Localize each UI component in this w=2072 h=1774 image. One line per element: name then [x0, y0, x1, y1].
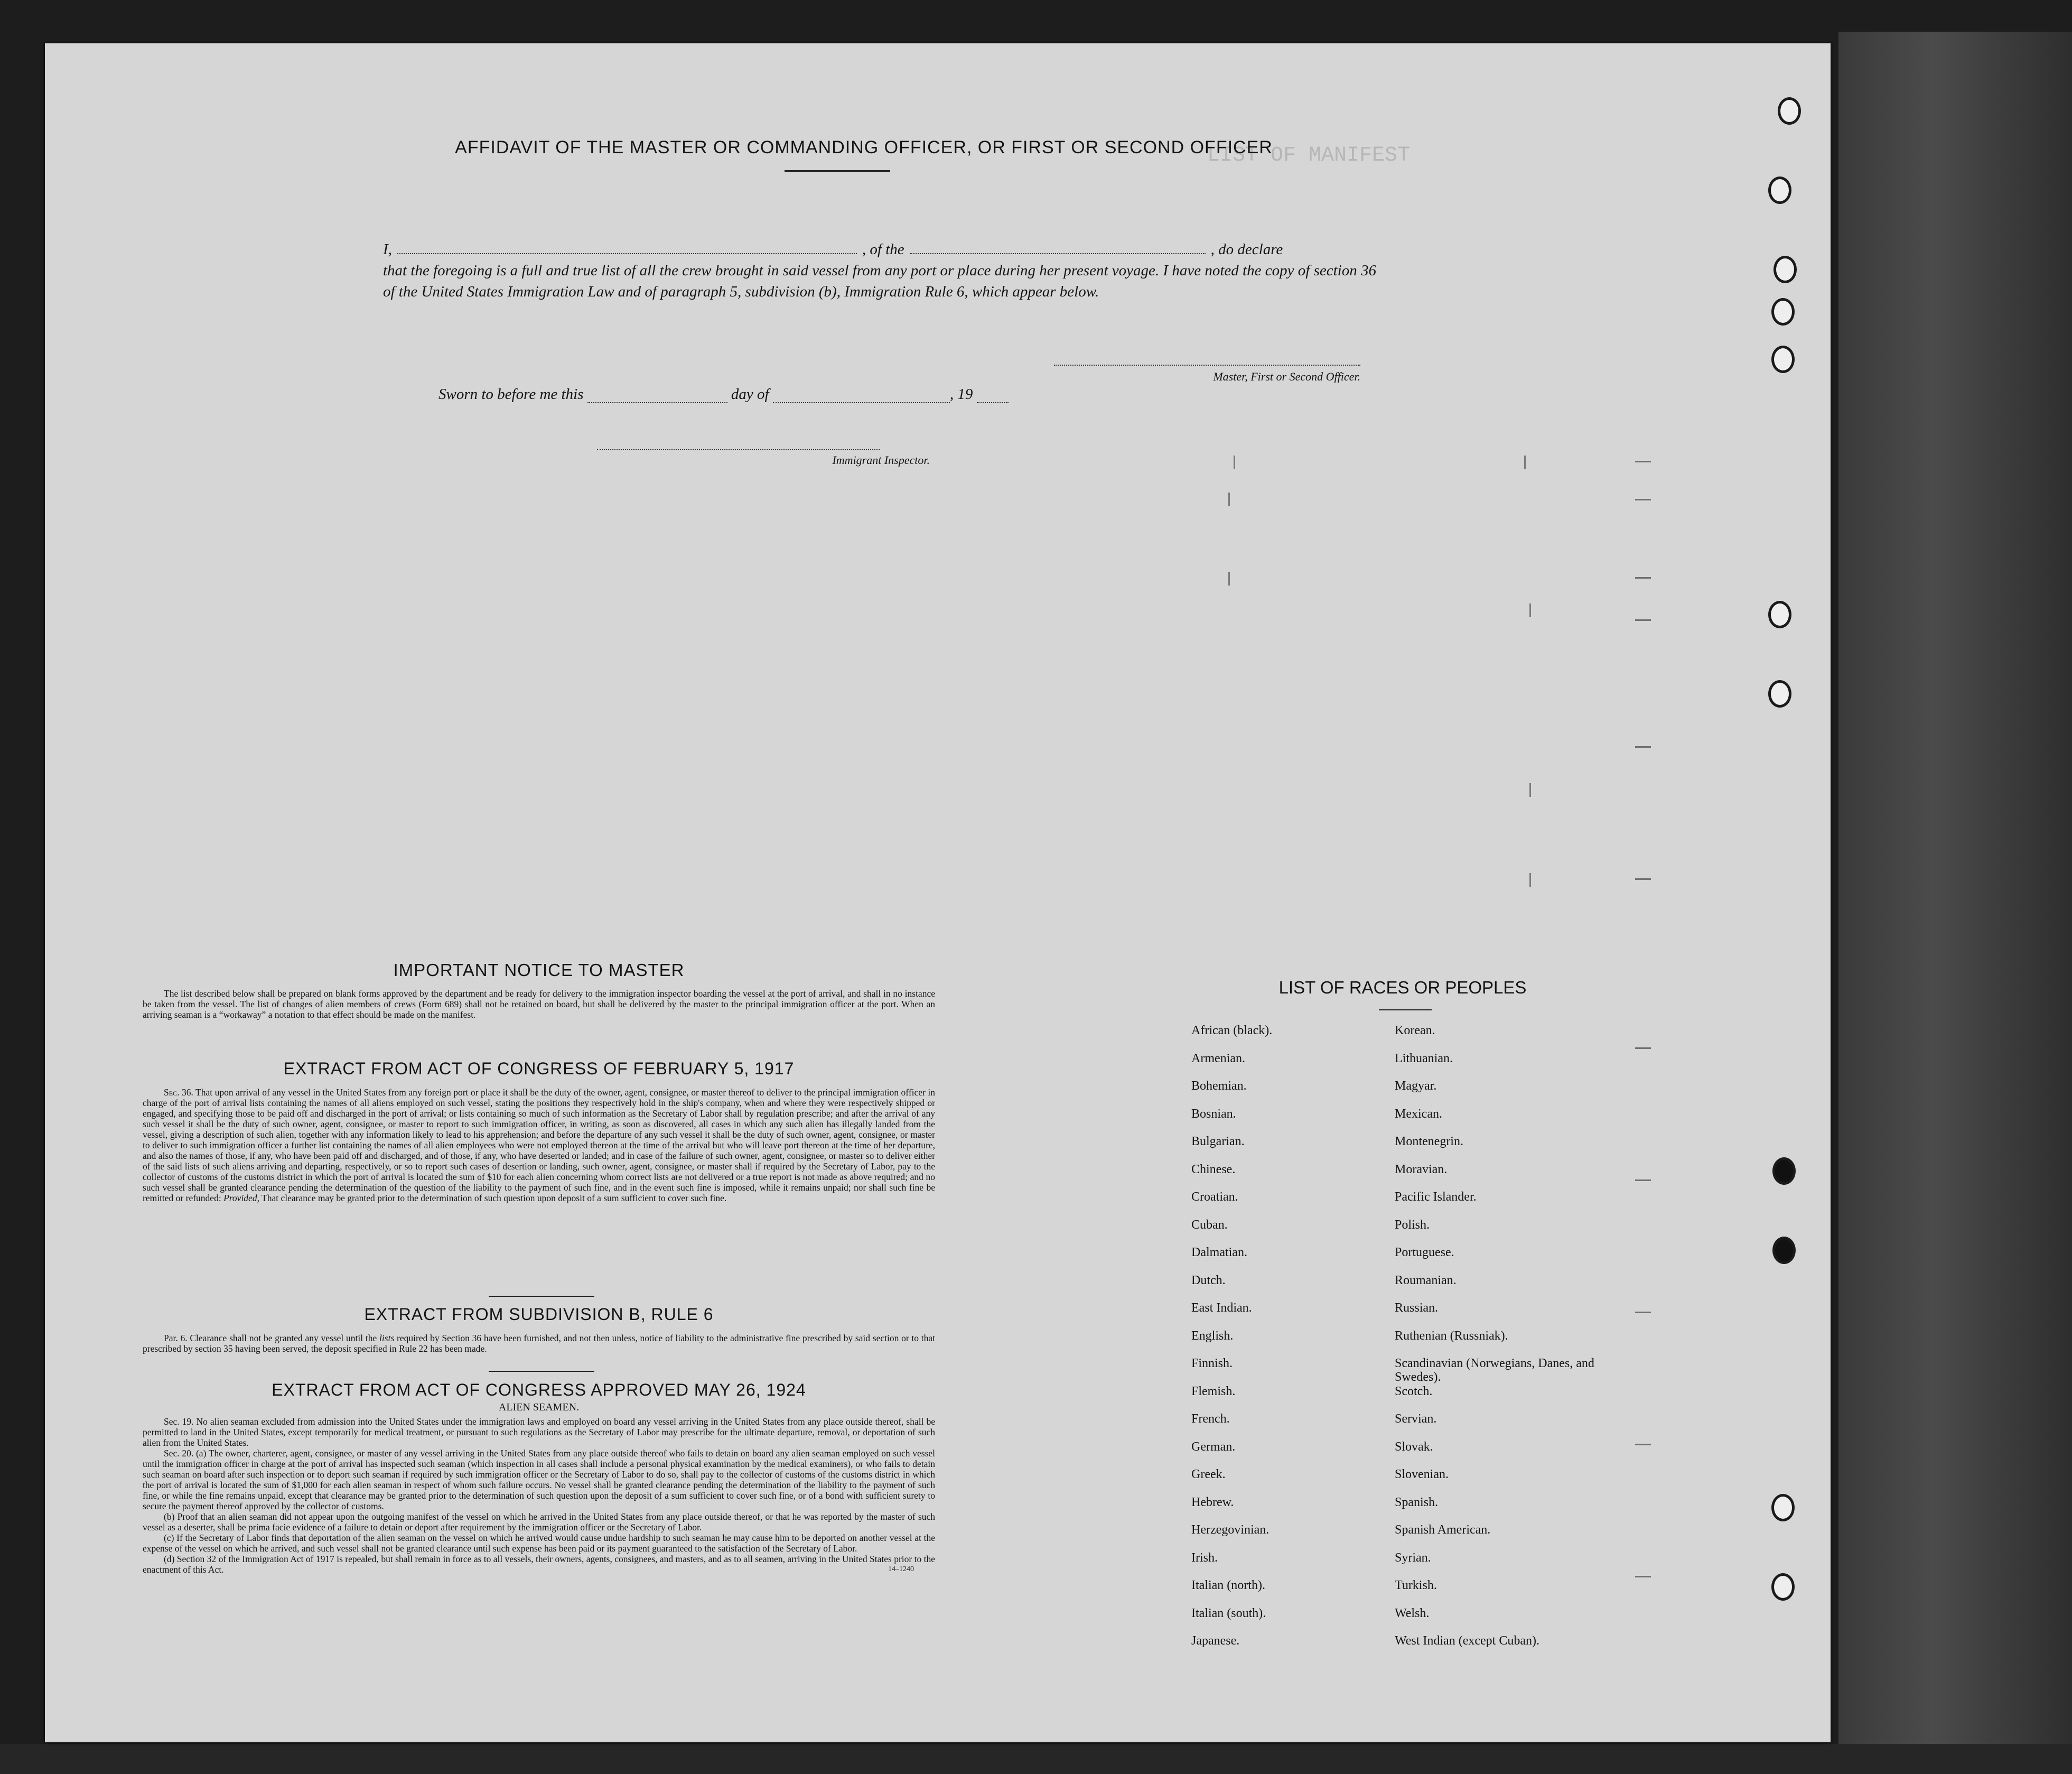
bleed-through-mark	[1635, 461, 1651, 462]
race-item: Ruthenian (Russniak).	[1395, 1329, 1508, 1343]
bleed-through-text: LIST OF MANIFEST	[1207, 144, 1411, 168]
officer-signature-field[interactable]	[1054, 351, 1360, 366]
race-item: Herzegovinian.	[1191, 1523, 1270, 1537]
affidavit-statement: that the foregoing is a full and true list of all the crew brought in said vessel from any port or place during her present voyage. I have noted the copy of section 36 of the United States Immigration Law and of paragraph 5, subdivision (b), Immigration Rule 6, which appear below.	[383, 262, 1376, 300]
officer-signature-caption: Master, First or Second Officer.	[1213, 370, 1360, 383]
section-divider	[489, 1371, 594, 1372]
act-1924-sec20	[143, 1448, 935, 1511]
race-item: Syrian.	[1395, 1550, 1431, 1565]
race-item: Italian (south).	[1191, 1606, 1266, 1620]
sworn-line	[438, 386, 1009, 403]
rule6-block	[143, 1333, 935, 1354]
race-item: German.	[1191, 1439, 1236, 1454]
affidavit-title: AFFIDAVIT OF THE MASTER OR COMMANDING OFFICER, OR FIRST OR SECOND OFFICER	[455, 137, 1273, 157]
rule6-text-b: required by Section 36 have been furnished, and not then unless, notice of liability to the administrative fine prescribed by said section or to that prescribed by section 35 having been served, the deposit specified in Rule 22 has been made.	[143, 1333, 936, 1354]
bleed-through-mark	[1228, 493, 1230, 506]
act-1917-text	[143, 1087, 935, 1203]
race-item: Moravian.	[1395, 1162, 1448, 1176]
binder-hole-icon	[1768, 601, 1791, 628]
act-1917-proviso-label: Provided,	[223, 1193, 259, 1203]
race-item: Flemish.	[1191, 1384, 1236, 1398]
sworn-day-field[interactable]	[587, 388, 727, 403]
bleed-through-mark	[1529, 873, 1531, 887]
races-divider	[1379, 1009, 1432, 1010]
race-item: Russian.	[1395, 1301, 1439, 1315]
race-item: English.	[1191, 1329, 1234, 1343]
affidavit-body	[383, 239, 1376, 302]
bleed-through-mark	[1635, 1047, 1651, 1049]
act-1924-sec20-c: (c) If the Secretary of Labor finds that deportation of the alien seaman on the vessel on which he arrived would cause undue hardship to such seaman he may cause him to be deported on another vessel at the expense of the vessel on which he arrived, and such vessel shall not be granted clearance until such expense has been paid or its payment guaranteed to the satisfaction of the Secretary of Labor.	[143, 1532, 935, 1554]
sec20-text: (a) The owner, charterer, agent, consignee, or master of any vessel arriving in the United States from any place outside thereof who fails to detain on board any alien seaman employed on such vessel until the immigration officer in charge at the port of arrival has inspected such seaman (which inspection in all cases shall include a personal physical examination by the medical examiners), or who fails to detain such seaman on board after such inspection or to deport such seaman if required by such immigration officer or the Secretary of Labor to do so, shall pay to the collector of customs of the customs district in which the port of arrival is located the sum of $1,000 for each alien seaman in respect of whom such failure occurs. No vessel shall be granted clearance pending the determination of the liability to the payment of such fine, or while the fine remains unpaid, except that clearance may be granted prior to the determination of such question upon the deposit of a sum sufficient to cover such fine, or of a bond with sufficient surety to secure the payment thereof approved by the collector of customs.	[143, 1448, 936, 1511]
race-item: Korean.	[1395, 1024, 1435, 1037]
act-1917-body: That upon arrival of any vessel in the United States from any foreign port or place it shall be the duty of the owner, agent, consignee, or master thereof to deliver to the principal immigration officer in charge of the port of arrival lists containing the names of all aliens employed on such vessel, stating the positions they respectively hold in the ship's company, when and where they were respectively shipped or engaged, and specifying those to be paid off and discharged in the port of arrival; or lists containing so much of such information as the Secretary of Labor shall by regulation prescribe; and after the arrival of any such vessel it shall be the duty of such owner, agent, consignee, or master to report to such immigration officer, in writing, as soon as discovered, all cases in which any such alien has illegally landed from the vessel, giving a description of such alien, together with any information likely to lead to his apprehension; and before the departure of any such vessel it shall be the duty of such owner, agent, consignee, or master to deliver to such immigration officer a further list containing the names of all alien employees who were not employed thereon at the time of the arrival but who will leave port thereon at the time of her departure, and also the names of those, if any, who have been paid off and discharged, and of those, if any, who have deserted or landed; and in case of the failure of such owner, agent, consignee, or master so to deliver either of the said lists of such aliens arriving and departing, respectively, or so to report such cases of desertion or landing, such owner, agent, consignee, or master shall if required by the Secretary of Labor, pay to the collector of customs of the customs district in which the port of arrival is located the sum of $10 for each alien concerning whom correct lists are not delivered or a true report is not made as above required; and no such vessel shall be granted clearance pending the determination of the question of the liability to the payment of such fine, and in the event such fine is imposed, while it remains unpaid; nor shall such fine be remitted or refunded:	[143, 1087, 935, 1203]
notice-block	[143, 988, 935, 1020]
bleed-through-mark	[1529, 603, 1531, 617]
manifest-page	[45, 43, 1831, 1742]
officer-signature-block	[1054, 351, 1360, 384]
bleed-through-mark	[1635, 878, 1651, 880]
bleed-through-mark	[1635, 577, 1651, 579]
act-1924-title: EXTRACT FROM ACT OF CONGRESS APPROVED MAY 26, 1924	[272, 1380, 806, 1399]
bleed-through-mark	[1635, 1444, 1651, 1445]
race-item: Italian (north).	[1191, 1578, 1265, 1592]
inspector-caption: Immigrant Inspector.	[832, 453, 930, 467]
sworn-year-prefix: , 19	[949, 386, 973, 403]
race-item: French.	[1191, 1412, 1230, 1426]
race-item: Bosnian.	[1191, 1107, 1236, 1121]
race-item: Turkish.	[1395, 1578, 1437, 1592]
race-item: Japanese.	[1191, 1634, 1240, 1648]
race-item: African (black).	[1191, 1024, 1273, 1037]
race-item: Spanish.	[1395, 1495, 1439, 1509]
race-item: Finnish.	[1191, 1357, 1233, 1370]
bleed-through-mark	[1635, 1179, 1651, 1181]
binder-hole-icon	[1771, 346, 1795, 373]
bleed-through-mark	[1524, 456, 1526, 469]
race-item: Pacific Islander.	[1395, 1190, 1477, 1204]
scan-background-bottom	[0, 1744, 2072, 1774]
race-item: Lithuanian.	[1395, 1051, 1453, 1065]
section-divider	[489, 1296, 594, 1297]
rule6-title: EXTRACT FROM SUBDIVISION B, RULE 6	[364, 1305, 714, 1324]
race-item: Scotch.	[1395, 1384, 1433, 1398]
binder-hole-icon	[1772, 1157, 1796, 1185]
race-item: Portuguese.	[1395, 1246, 1454, 1259]
act-1924-block	[143, 1416, 935, 1574]
bleed-through-mark	[1234, 456, 1235, 469]
race-item: Greek.	[1191, 1468, 1226, 1481]
notice-text: The list described below shall be prepared on blank forms approved by the department and be ready for delivery to the immigration inspector boarding the vessel at the port of arrival, and shall in no instance be taken from the vessel. The list of changes of alien members of crews (Form 689) shall not be retained on board, but shall be delivered by the master to the principal immigration officer at the port. When an arriving seaman is a “workaway” a notation to that effect should be made on the manifest.	[143, 988, 935, 1020]
rule6-lists-word: lists	[379, 1333, 395, 1343]
affidavit-of-the-label: , of the	[862, 241, 904, 258]
race-item: Croatian.	[1191, 1190, 1238, 1204]
bleed-through-mark	[1635, 746, 1651, 748]
bleed-through-mark	[1529, 783, 1531, 797]
race-item: Montenegrin.	[1395, 1135, 1463, 1148]
sec19-label: Sec. 19.	[164, 1416, 194, 1427]
vessel-name-field[interactable]	[910, 239, 1206, 254]
bleed-through-mark	[1635, 619, 1651, 621]
race-item: Polish.	[1395, 1218, 1430, 1232]
race-item: Bulgarian.	[1191, 1135, 1245, 1148]
race-item: Roumanian.	[1395, 1273, 1457, 1287]
scan-background-right	[1838, 32, 2072, 1774]
act-1917-section-label: Sec. 36.	[164, 1087, 193, 1098]
binder-hole-icon	[1772, 1237, 1796, 1264]
race-item: Servian.	[1395, 1412, 1437, 1426]
affidavit-do-declare-label: , do declare	[1210, 241, 1283, 258]
bleed-through-mark	[1635, 1312, 1651, 1313]
officer-name-field[interactable]	[397, 239, 857, 254]
binder-hole-icon	[1774, 256, 1797, 283]
race-item: Mexican.	[1395, 1107, 1442, 1121]
inspector-signature-field[interactable]	[597, 435, 880, 450]
affidavit-declaration-line	[383, 239, 1376, 260]
sworn-prefix: Sworn to before me this	[438, 386, 584, 403]
race-item: Spanish American.	[1395, 1523, 1491, 1537]
binder-hole-icon	[1768, 177, 1791, 204]
notice-title: IMPORTANT NOTICE TO MASTER	[393, 960, 685, 980]
binder-hole-icon	[1771, 298, 1795, 326]
race-item: East Indian.	[1191, 1301, 1252, 1315]
binder-hole-icon	[1771, 1573, 1795, 1601]
races-list	[1191, 1024, 1614, 1662]
race-item: West Indian (except Cuban).	[1395, 1634, 1539, 1648]
rule6-text	[143, 1333, 935, 1354]
act-1917-block	[143, 1087, 935, 1203]
act-1917-proviso-text: That clearance may be granted prior to the determination of such question upon deposit of a sum sufficient to cover such fine.	[262, 1193, 727, 1203]
binder-hole-icon	[1771, 1494, 1795, 1521]
act-1924-sec20-b: (b) Proof that an alien seaman did not appear upon the outgoing manifest of the vessel on which he arrived in the United States from any place outside thereof, or that he was reported by the master of such vessel as a deserter, shall be prima facie evidence of a failure to detain or deport after requirement by the immigration officer or the Secretary of Labor.	[143, 1511, 935, 1532]
race-item: Armenian.	[1191, 1051, 1245, 1065]
race-item: Slovenian.	[1395, 1468, 1449, 1481]
act-1924-sec19	[143, 1416, 935, 1448]
race-item: Welsh.	[1395, 1606, 1430, 1620]
sec20-label: Sec. 20.	[164, 1448, 194, 1459]
sworn-year-field[interactable]	[977, 388, 1009, 403]
race-item: Scandinavian (Norwegians, Danes, and Swedes).	[1395, 1357, 1594, 1384]
race-item: Cuban.	[1191, 1218, 1228, 1232]
sec19-text: No alien seaman excluded from admission into the United States under the immigration laws and employed on board any vessel arriving in the United States from any place outside thereof, shall be permitted to land in the United States, except temporarily for medical treatment, or pursuant to such regulations as the Secretary of Labor may prescribe for the ultimate departure, removal, or deportation of such alien from the United States.	[143, 1416, 935, 1448]
affidavit-i-label: I,	[383, 241, 392, 258]
bleed-through-mark	[1228, 572, 1230, 586]
races-title: LIST OF RACES OR PEOPLES	[1278, 978, 1527, 997]
race-item: Slovak.	[1395, 1439, 1433, 1454]
title-divider	[785, 170, 890, 172]
race-item: Hebrew.	[1191, 1495, 1234, 1509]
bleed-through-mark	[1635, 1576, 1651, 1577]
act-1924-subtitle: ALIEN SEAMEN.	[498, 1401, 580, 1413]
sworn-month-field[interactable]	[773, 388, 950, 403]
race-item: Dutch.	[1191, 1273, 1226, 1287]
sworn-day-of-label: day of	[731, 386, 769, 403]
act-1917-title: EXTRACT FROM ACT OF CONGRESS OF FEBRUARY 5, 1917	[283, 1059, 795, 1078]
binder-hole-icon	[1768, 680, 1791, 708]
race-item: Irish.	[1191, 1550, 1218, 1565]
race-item: Chinese.	[1191, 1162, 1236, 1176]
binder-hole-icon	[1778, 97, 1801, 125]
act-1924-sec20-d: (d) Section 32 of the Immigration Act of 1917 is repealed, but shall remain in force as to all vessels, their owners, agents, consignees, and masters, and as to all seamen, arriving in the United States prior to the enactment of this Act.	[143, 1554, 935, 1575]
rule6-text-a: Par. 6. Clearance shall not be granted any vessel until the	[164, 1333, 377, 1343]
inspector-signature-block	[597, 435, 930, 467]
bleed-through-mark	[1635, 499, 1651, 500]
race-item: Dalmatian.	[1191, 1246, 1247, 1259]
race-item: Magyar.	[1395, 1079, 1437, 1093]
form-number: 14–1240	[888, 1565, 914, 1573]
race-item: Bohemian.	[1191, 1079, 1247, 1093]
